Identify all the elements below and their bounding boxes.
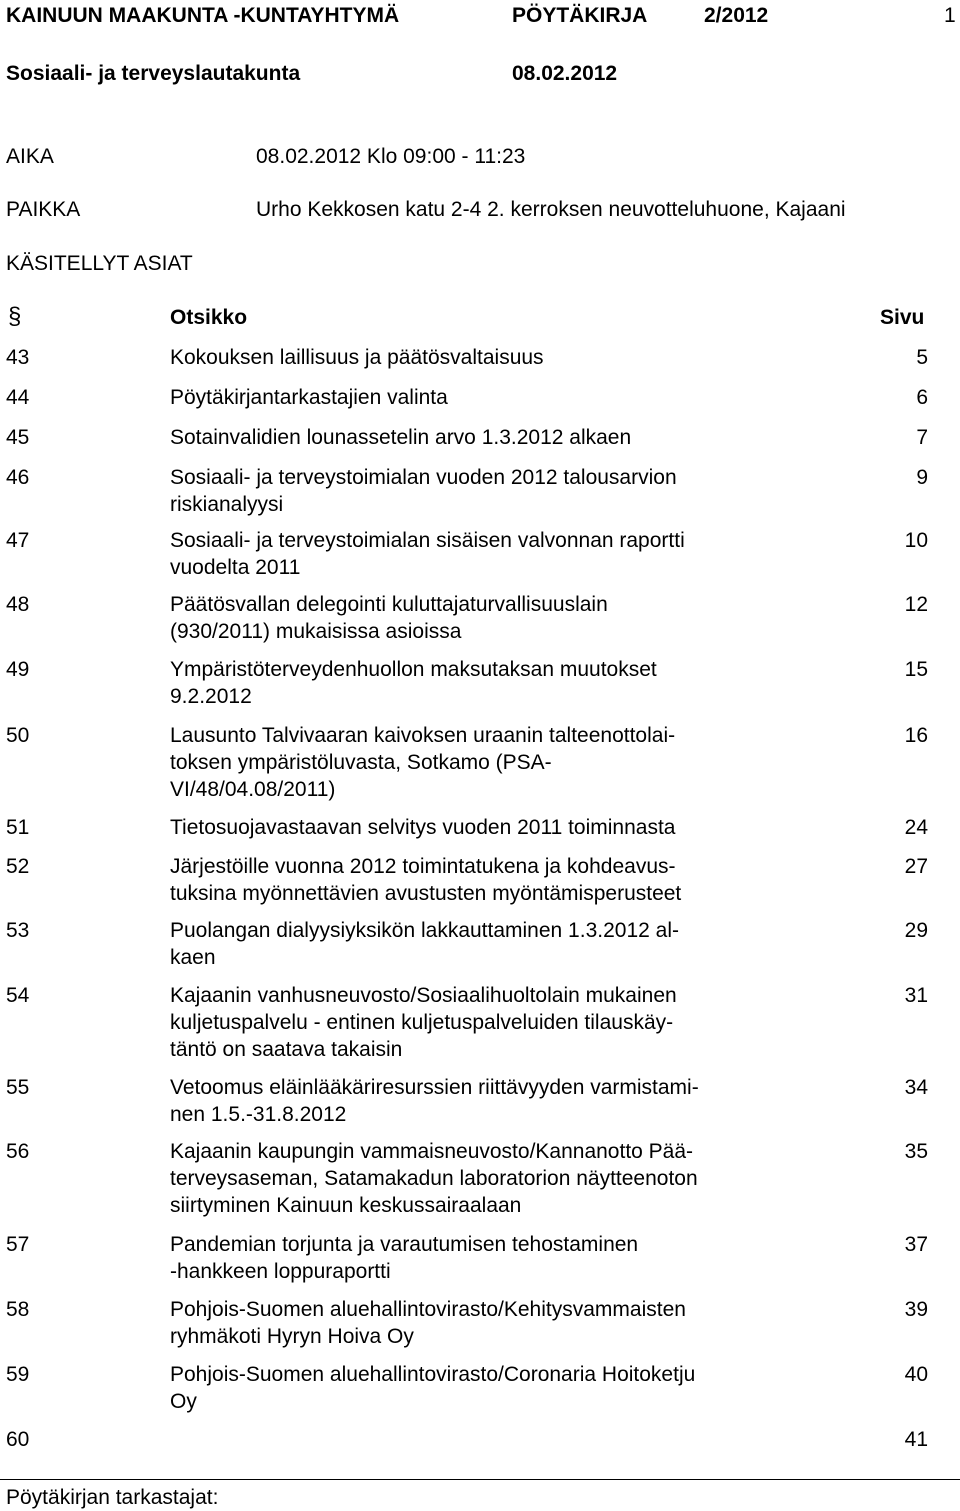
agenda-row-page: 34	[904, 1076, 928, 1099]
agenda-row-page: 41	[904, 1428, 928, 1451]
agenda-row-number: 44	[6, 386, 30, 409]
agenda-row-title: Sosiaali- ja terveystoimialan vuoden 2012 talousarvion riskianalyysi	[170, 466, 677, 516]
footer-label: Pöytäkirjan tarkastajat:	[6, 1486, 219, 1509]
agenda-row-number: 48	[6, 593, 30, 616]
agenda-row-number: 43	[6, 346, 30, 369]
agenda-row-page: 9	[916, 466, 928, 489]
agenda-row-number: 55	[6, 1076, 30, 1099]
agenda-row-title: Kajaanin kaupungin vammaisneuvosto/Kannanotto Pää- terveysaseman, Satamakadun laboratorion näytteenoton siirtyminen Kainuun keskussairaalaan	[170, 1140, 698, 1217]
section-sign-icon: §	[8, 303, 22, 330]
agenda-row-number: 47	[6, 529, 30, 552]
agenda-row-title: Pöytäkirjantarkastajien valinta	[170, 386, 448, 409]
agenda-row-page: 40	[904, 1363, 928, 1386]
agenda-row-number: 59	[6, 1363, 30, 1386]
time-value: 08.02.2012 Klo 09:00 - 11:23	[256, 145, 526, 168]
document-type: PÖYTÄKIRJA	[512, 4, 648, 27]
agenda-row-title: Kajaanin vanhusneuvosto/Sosiaalihuoltolain mukainen kuljetuspalvelu - entinen kuljetuspalveluiden tilauskäy- täntö on saatava takaisin	[170, 984, 677, 1061]
agenda-row-title: Järjestöille vuonna 2012 toimintatukena ja kohdeavus- tuksina myönnettävien avustusten myöntämisperusteet	[170, 855, 682, 905]
agenda-row-title: Kokouksen laillisuus ja päätösvaltaisuus	[170, 346, 544, 369]
agenda-row-page: 7	[916, 426, 928, 449]
column-title-header: Otsikko	[170, 306, 248, 329]
agenda-row-number: 57	[6, 1233, 30, 1256]
agenda-row-page: 24	[904, 816, 928, 839]
agenda-row-title: Vetoomus eläinlääkäriresurssien riittävyyden varmistami- nen 1.5.-31.8.2012	[170, 1076, 699, 1126]
agenda-row-title: Puolangan dialyysiyksikön lakkauttaminen 1.3.2012 al- kaen	[170, 919, 679, 969]
agenda-row-title: Pandemian torjunta ja varautumisen tehostaminen -hankkeen loppuraportti	[170, 1233, 639, 1283]
place-value: Urho Kekkosen katu 2-4 2. kerroksen neuvotteluhuone, Kajaani	[256, 198, 846, 221]
place-label: PAIKKA	[6, 198, 81, 221]
agenda-row-title: Päätösvallan delegointi kuluttajaturvallisuuslain (930/2011) mukaisissa asioissa	[170, 593, 608, 643]
agenda-row-title: Pohjois-Suomen aluehallintovirasto/Coronaria Hoitoketju Oy	[170, 1363, 696, 1413]
footer-divider	[0, 1479, 960, 1480]
agenda-row-number: 53	[6, 919, 30, 942]
agenda-row-number: 56	[6, 1140, 30, 1163]
meeting-date: 08.02.2012	[512, 62, 618, 85]
agenda-row-page: 37	[904, 1233, 928, 1256]
agenda-row-number: 51	[6, 816, 30, 839]
organization-name: KAINUUN MAAKUNTA -KUNTAYHTYMÄ	[6, 4, 400, 27]
agenda-row-page: 10	[904, 529, 928, 552]
agenda-row-page: 29	[904, 919, 928, 942]
agenda-row-title: Pohjois-Suomen aluehallintovirasto/Kehitysvammaisten ryhmäkoti Hyryn Hoiva Oy	[170, 1298, 686, 1348]
agenda-heading: KÄSITELLYT ASIAT	[6, 252, 193, 275]
agenda-row-page: 5	[916, 346, 928, 369]
agenda-row-title: Sosiaali- ja terveystoimialan sisäisen valvonnan raportti vuodelta 2011	[170, 529, 685, 579]
agenda-row-page: 12	[904, 593, 928, 616]
agenda-row-number: 45	[6, 426, 30, 449]
agenda-row-title: Tietosuojavastaavan selvitys vuoden 2011 toiminnasta	[170, 816, 676, 839]
agenda-row-number: 49	[6, 658, 30, 681]
agenda-row-page: 27	[904, 855, 928, 878]
document-number: 2/2012	[704, 4, 769, 27]
column-page-header: Sivu	[880, 306, 925, 329]
agenda-row-page: 39	[904, 1298, 928, 1321]
agenda-row-number: 46	[6, 466, 30, 489]
agenda-row-title: Ympäristöterveydenhuollon maksutaksan muutokset 9.2.2012	[170, 658, 657, 708]
agenda-row-page: 6	[916, 386, 928, 409]
agenda-row-page: 16	[904, 724, 928, 747]
agenda-row-page: 35	[904, 1140, 928, 1163]
agenda-row-number: 58	[6, 1298, 30, 1321]
agenda-row-page: 31	[904, 984, 928, 1007]
agenda-row-number: 50	[6, 724, 30, 747]
time-label: AIKA	[6, 145, 54, 168]
agenda-row-number: 60	[6, 1428, 30, 1451]
agenda-row-number: 52	[6, 855, 30, 878]
agenda-row-title: Sotainvalidien lounassetelin arvo 1.3.2012 alkaen	[170, 426, 632, 449]
agenda-row-page: 15	[904, 658, 928, 681]
board-name: Sosiaali- ja terveyslautakunta	[6, 62, 301, 85]
page-number: 1	[944, 4, 956, 27]
agenda-row-number: 54	[6, 984, 30, 1007]
agenda-row-title: Lausunto Talvivaaran kaivoksen uraanin talteenottolai- toksen ympäristöluvasta, Sotkamo (PSA- VI/48/04.08/2011)	[170, 724, 676, 801]
